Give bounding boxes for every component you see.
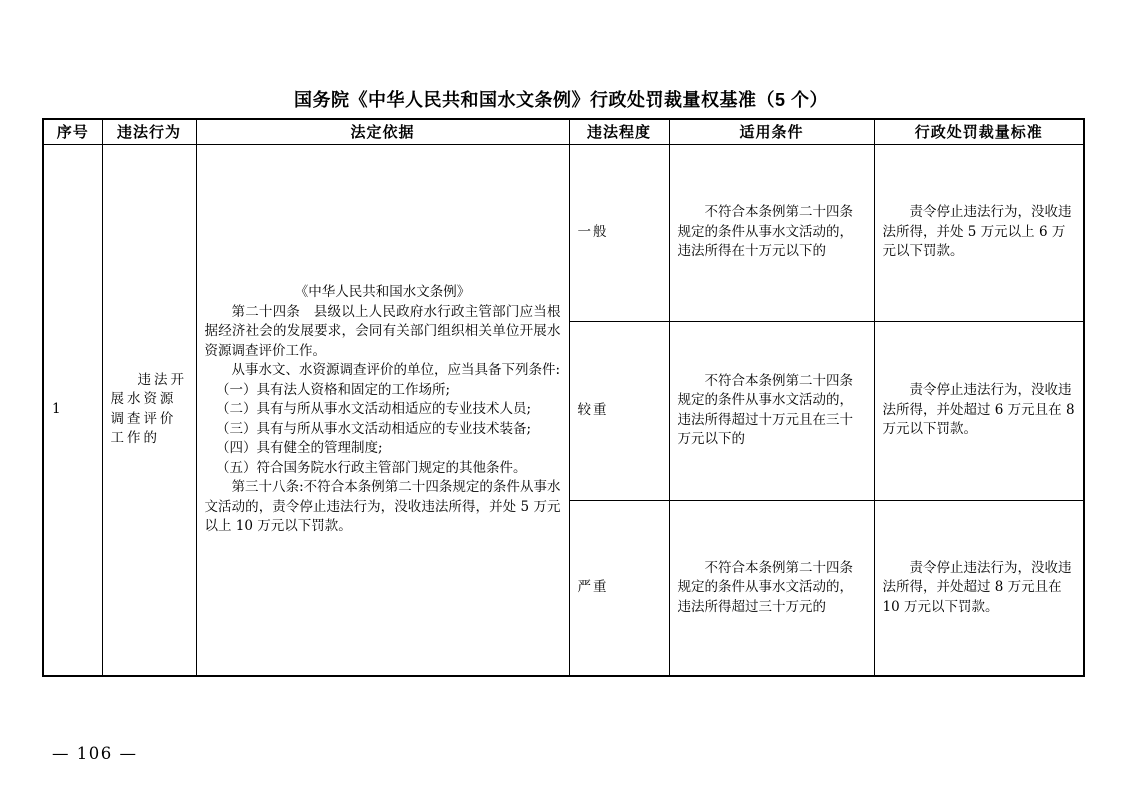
law-title: 《中华人民共和国水文条例》 bbox=[294, 284, 471, 300]
table-header-row bbox=[43, 119, 1084, 144]
cell-condition-general bbox=[669, 144, 874, 321]
violation-text: 违法开展水资源调查评价工作的 bbox=[110, 371, 187, 447]
cell-degree-general: 一般 bbox=[569, 144, 669, 321]
cell-row-index: 1 bbox=[43, 144, 102, 676]
cell-standard-serious bbox=[874, 321, 1084, 500]
penalty-standards-table bbox=[42, 118, 1085, 677]
law-condition-item-2: （二）具有与所从事水文活动相适应的专业技术人员; bbox=[215, 401, 532, 417]
table-row-general bbox=[43, 144, 1084, 321]
cell-violation bbox=[102, 144, 196, 676]
header-legal-basis: 法定依据 bbox=[196, 119, 569, 144]
cell-degree-serious: 较重 bbox=[569, 321, 669, 500]
law-condition-item-5: （五）符合国务院水行政主管部门规定的其他条件。 bbox=[215, 459, 527, 476]
law-paragraph-conditions-intro: 从事水文、水资源调查评价的单位，应当具备下列条件: bbox=[231, 362, 561, 378]
cell-degree-severe: 严重 bbox=[569, 500, 669, 676]
cell-standard-general bbox=[874, 144, 1084, 321]
standard-severe-text: 责令停止违法行为，没收违法所得，并处超过 8 万元且在 10 万元以下罚款。 bbox=[882, 559, 1072, 615]
condition-severe-text: 不符合本条例第二十四条规定的条件从事水文活动的，违法所得超过三十万元的 bbox=[677, 559, 853, 615]
cell-standard-severe bbox=[874, 500, 1084, 676]
law-condition-item-3: （三）具有与所从事水文活动相适应的专业技术装备; bbox=[215, 420, 532, 437]
condition-general-text: 不符合本条例第二十四条规定的条件从事水文活动的，违法所得在十万元以下的 bbox=[677, 204, 853, 260]
document-title: 国务院《中华人民共和国水文条例》行政处罚裁量权基准（5 个） bbox=[293, 90, 828, 110]
cell-legal-basis bbox=[196, 144, 569, 676]
law-paragraph-article-38: 第三十八条:不符合本条例第二十四条规定的条件从事水文活动的，责令停止违法行为，没收违法所得，并处 5 万元以上 10 万元以下罚款。 bbox=[204, 479, 561, 534]
cell-condition-serious bbox=[669, 321, 874, 500]
page-number: — 106 — bbox=[52, 744, 138, 763]
header-violation: 违法行为 bbox=[102, 119, 196, 144]
standard-serious-text: 责令停止违法行为，没收违法所得，并处超过 6 万元且在 8 万元以下罚款。 bbox=[882, 382, 1075, 438]
cell-condition-severe bbox=[669, 500, 874, 676]
header-index: 序号 bbox=[43, 119, 102, 144]
law-condition-item-4: （四）具有健全的管理制度; bbox=[215, 440, 383, 456]
header-condition: 适用条件 bbox=[669, 119, 874, 144]
law-paragraph-article-24: 第二十四条 县级以上人民政府水行政主管部门应当根据经济社会的发展要求，会同有关部门组织相关单位开展水资源调查评价工作。 bbox=[204, 303, 561, 359]
law-condition-item-1: （一）具有法人资格和固定的工作场所; bbox=[215, 381, 451, 398]
condition-serious-text: 不符合本条例第二十四条规定的条件从事水文活动的，违法所得超过十万元且在三十万元以下的 bbox=[677, 372, 853, 447]
header-standard: 行政处罚裁量标准 bbox=[874, 119, 1084, 144]
header-degree: 违法程度 bbox=[569, 119, 669, 144]
standard-general-text: 责令停止违法行为，没收违法所得，并处 5 万元以上 6 万元以下罚款。 bbox=[882, 204, 1072, 260]
